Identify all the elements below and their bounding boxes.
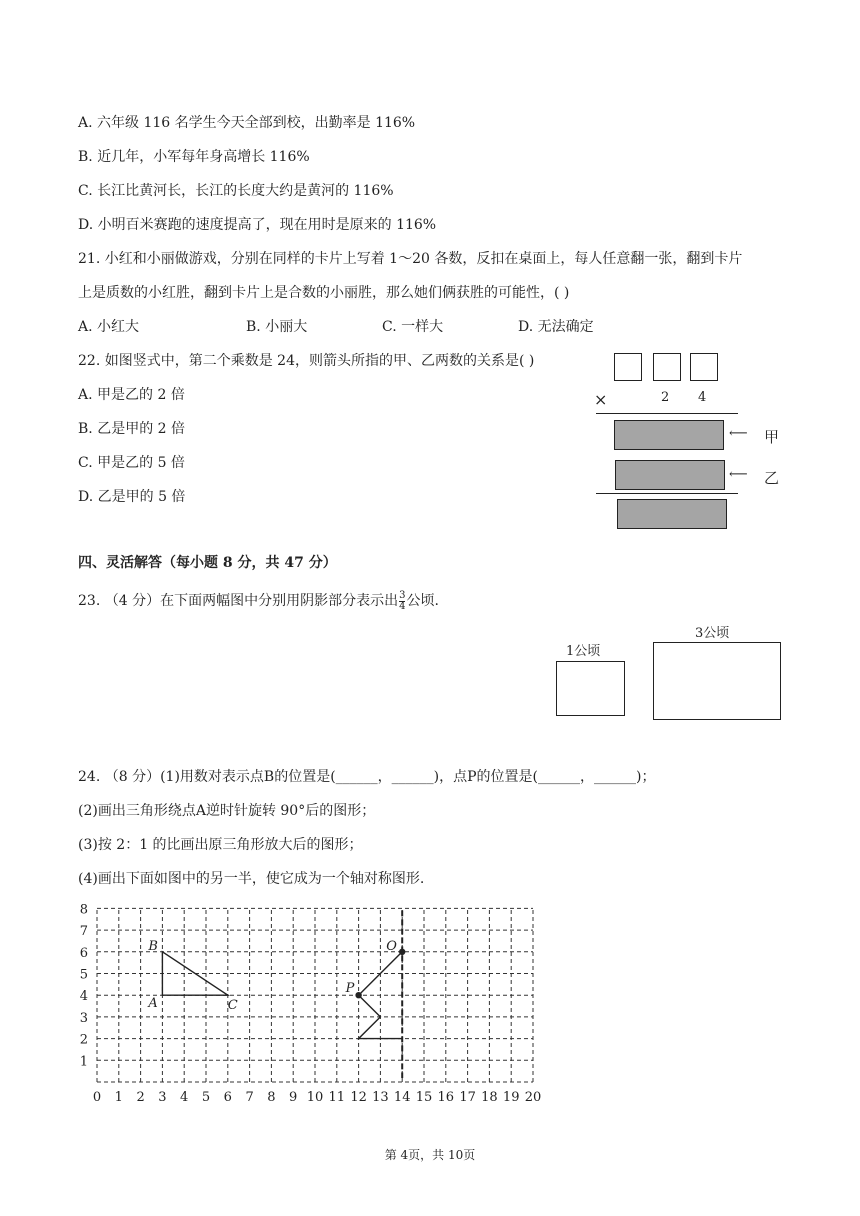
one-hectare-rect xyxy=(556,661,625,716)
x-tick-label: 17 xyxy=(459,1090,476,1105)
label-jia: 甲 xyxy=(764,428,780,446)
digit-box-1 xyxy=(614,353,642,381)
q22-option-b: B. 乙是甲的 2 倍 xyxy=(78,421,185,437)
q24-line2: (2)画出三角形绕点A逆时针旋转 90°后的图形； xyxy=(78,803,376,819)
y-tick-label: 1 xyxy=(79,1054,88,1070)
q22-option-c: C. 甲是乙的 5 倍 xyxy=(78,455,185,471)
rule-line-2 xyxy=(596,493,738,494)
q22-option-d: D. 乙是甲的 5 倍 xyxy=(78,489,186,505)
q21-option-c: C. 一样大 xyxy=(382,319,444,335)
q22-text: 22. 如图竖式中，第二个乘数是 24，则箭头所指的甲、乙两数的关系是( ) xyxy=(78,353,535,369)
point-label: A xyxy=(148,996,158,1012)
q21-option-b: B. 小丽大 xyxy=(246,319,308,335)
half-figure xyxy=(359,952,403,1039)
x-tick-label: 18 xyxy=(481,1090,498,1105)
q21-text-line1: 21. 小红和小丽做游戏，分别在同样的卡片上写着 1～20 各数，反扣在桌面上，每人任意翻一张，翻到卡片 xyxy=(78,251,743,267)
x-tick-label: 13 xyxy=(372,1090,389,1105)
arrow-left-icon: ⟵ xyxy=(729,426,748,441)
q22-option-a: A. 甲是乙的 2 倍 xyxy=(78,387,185,403)
x-tick-label: 10 xyxy=(306,1090,324,1105)
y-tick-label: 2 xyxy=(79,1032,88,1048)
y-tick-label: 8 xyxy=(79,902,88,918)
x-tick-label: 1 xyxy=(114,1090,123,1105)
times-sign: × xyxy=(594,390,608,409)
label-one-hectare: 1公顷 xyxy=(566,644,601,659)
q21-option-d: D. 无法确定 xyxy=(518,319,594,335)
y-tick-label: 5 xyxy=(79,967,88,983)
q23-suffix: 公顷. xyxy=(406,593,439,609)
x-tick-label: 15 xyxy=(415,1090,433,1105)
three-hectare-rect xyxy=(653,642,781,720)
q23-prefix: 23. （4 分）在下面两幅图中分别用阴影部分表示出 xyxy=(78,593,399,609)
x-tick-label: 8 xyxy=(267,1090,276,1105)
x-tick-label: 0 xyxy=(92,1090,102,1105)
label-yi: 乙 xyxy=(764,469,780,487)
point-label: B xyxy=(148,938,158,954)
q24-line4: (4)画出下面如图中的另一半，使它成为一个轴对称图形. xyxy=(78,871,425,887)
partial-product-jia xyxy=(614,420,724,450)
x-tick-label: 3 xyxy=(158,1090,167,1105)
x-tick-label: 9 xyxy=(289,1090,298,1105)
point-dot xyxy=(356,993,361,998)
multiplier-digit-2: 2 xyxy=(661,390,670,405)
section-heading: 四、灵活解答（每小题 8 分，共 47 分） xyxy=(78,555,337,571)
q21-text-line2: 上是质数的小红胜，翻到卡片上是合数的小丽胜，那么她们俩获胜的可能性，( ) xyxy=(78,285,570,301)
y-tick-label: 6 xyxy=(79,945,88,961)
page-footer: 第 4页，共 10页 xyxy=(384,1148,476,1162)
point-label: P xyxy=(345,981,355,997)
q24-line3: (3)按 2：1 的比画出原三角形放大后的图形； xyxy=(78,837,363,853)
label-three-hectare: 3公顷 xyxy=(695,626,730,641)
x-tick-label: 5 xyxy=(201,1090,211,1105)
x-tick-label: 6 xyxy=(223,1090,232,1105)
digit-box-3 xyxy=(690,353,718,381)
point-label: C xyxy=(227,998,238,1014)
x-tick-label: 7 xyxy=(245,1090,254,1105)
partial-product-yi xyxy=(615,460,725,490)
q23-text xyxy=(78,590,439,612)
q20-option-a: A. 六年级 116 名学生今天全部到校，出勤率是 116% xyxy=(78,115,416,131)
x-tick-label: 20 xyxy=(524,1090,542,1105)
x-tick-label: 19 xyxy=(502,1090,520,1105)
q20-option-d: D. 小明百米赛跑的速度提高了，现在用时是原来的 116% xyxy=(78,217,437,233)
multiplier-digit-4: 4 xyxy=(698,390,707,405)
y-tick-label: 7 xyxy=(79,924,88,940)
fraction-three-quarters: $\frac{3}{4}$ xyxy=(399,589,406,612)
x-tick-label: 4 xyxy=(180,1090,189,1105)
triangle-abc xyxy=(162,952,227,995)
digit-box-2 xyxy=(653,353,681,381)
arrow-left-icon: ⟵ xyxy=(729,467,748,482)
final-product xyxy=(617,499,727,529)
point-label: O xyxy=(386,938,397,954)
rule-line-1 xyxy=(596,413,738,414)
q20-option-b: B. 近几年，小军每年身高增长 116% xyxy=(78,149,310,165)
q21-option-a: A. 小红大 xyxy=(78,319,140,335)
x-tick-label: 11 xyxy=(328,1090,346,1105)
x-tick-label: 14 xyxy=(393,1090,411,1105)
y-tick-label: 4 xyxy=(79,989,88,1005)
x-tick-label: 16 xyxy=(437,1090,455,1105)
x-tick-label: 12 xyxy=(350,1090,367,1105)
q24-line1: 24. （8 分）(1)用数对表示点B的位置是(______，______)，点P的位置是(______，______)； xyxy=(78,769,656,785)
point-dot xyxy=(400,949,405,954)
q20-option-c: C. 长江比黄河长，长江的长度大约是黄河的 116% xyxy=(78,183,394,199)
y-tick-label: 3 xyxy=(79,1010,88,1026)
x-tick-label: 2 xyxy=(136,1090,145,1105)
